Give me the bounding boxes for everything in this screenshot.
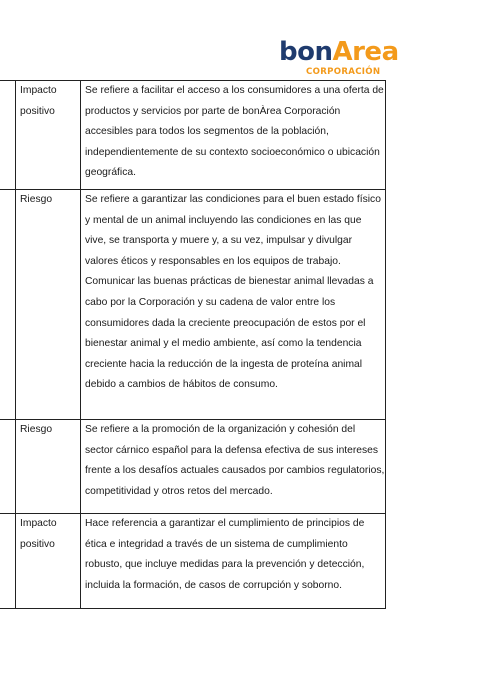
table-row bbox=[0, 189, 386, 419]
logo-wordmark bbox=[279, 38, 399, 66]
table-row bbox=[0, 513, 386, 608]
impact-type: Impacto positivo bbox=[20, 85, 57, 117]
impact-type: Riesgo bbox=[20, 423, 53, 435]
left-column-cell bbox=[0, 189, 16, 419]
topics-table bbox=[0, 80, 386, 609]
left-column-cell bbox=[0, 419, 16, 513]
description-cell bbox=[81, 513, 386, 608]
impact-type-cell bbox=[16, 189, 81, 419]
logo-subtitle: CORPORACIÓN bbox=[306, 67, 381, 77]
description-cell bbox=[81, 189, 386, 419]
description-text: Se refiere a la promoción de la organización y cohesión del sector cárnico español para la defensa efectiva de sus intereses frente a los desafíos actuales causados por cambios regulatorios, competitividad y otros retos del mercado. bbox=[85, 423, 385, 497]
description-cell bbox=[81, 81, 386, 190]
bonarea-logo bbox=[279, 37, 399, 82]
description-cell bbox=[81, 419, 386, 513]
logo-text-bon: bon bbox=[279, 37, 333, 67]
table-row bbox=[0, 419, 386, 513]
impact-type: Impacto positivo bbox=[20, 517, 57, 550]
impact-type-cell bbox=[16, 81, 81, 190]
impact-type-cell bbox=[16, 419, 81, 513]
logo-text-area: Area bbox=[332, 37, 399, 67]
impact-type: Riesgo bbox=[20, 193, 53, 205]
description-text: Se refiere a facilitar el acceso a los consumidores a una oferta de productos y servicios por parte de bonÀrea Corporación accesibles para todos los segmentos de la población, independientemente de su contexto socioeconómico o ubicación geográfica. bbox=[85, 85, 384, 179]
left-column-cell bbox=[0, 513, 16, 608]
impact-type-cell bbox=[16, 513, 81, 608]
description-text: Se refiere a garantizar las condiciones para el buen estado físico y mental de un animal incluyendo las condiciones en las que vive, se transporta y muere y, a su vez, impulsar y divulgar valores éticos y responsables en los equipos de trabajo. Comunicar las buenas prácticas de bienestar animal llevadas a cabo por la Corporación y su cadena de valor entre los consumidores dada la creciente preocupación de estos por el bienestar animal y el medio ambiente, así como la tendencia creciente hacia la reducción de la ingesta de proteína animal debido a cambios de hábitos de consumo. bbox=[85, 193, 381, 391]
description-text: Hace referencia a garantizar el cumplimiento de principios de ética e integridad a través de un sistema de cumplimiento robusto, que incluye medidas para la prevención y detección, incluida la formación, de casos de corrupción y soborno. bbox=[85, 517, 365, 591]
left-column-cell bbox=[0, 81, 16, 190]
table-row bbox=[0, 81, 386, 190]
